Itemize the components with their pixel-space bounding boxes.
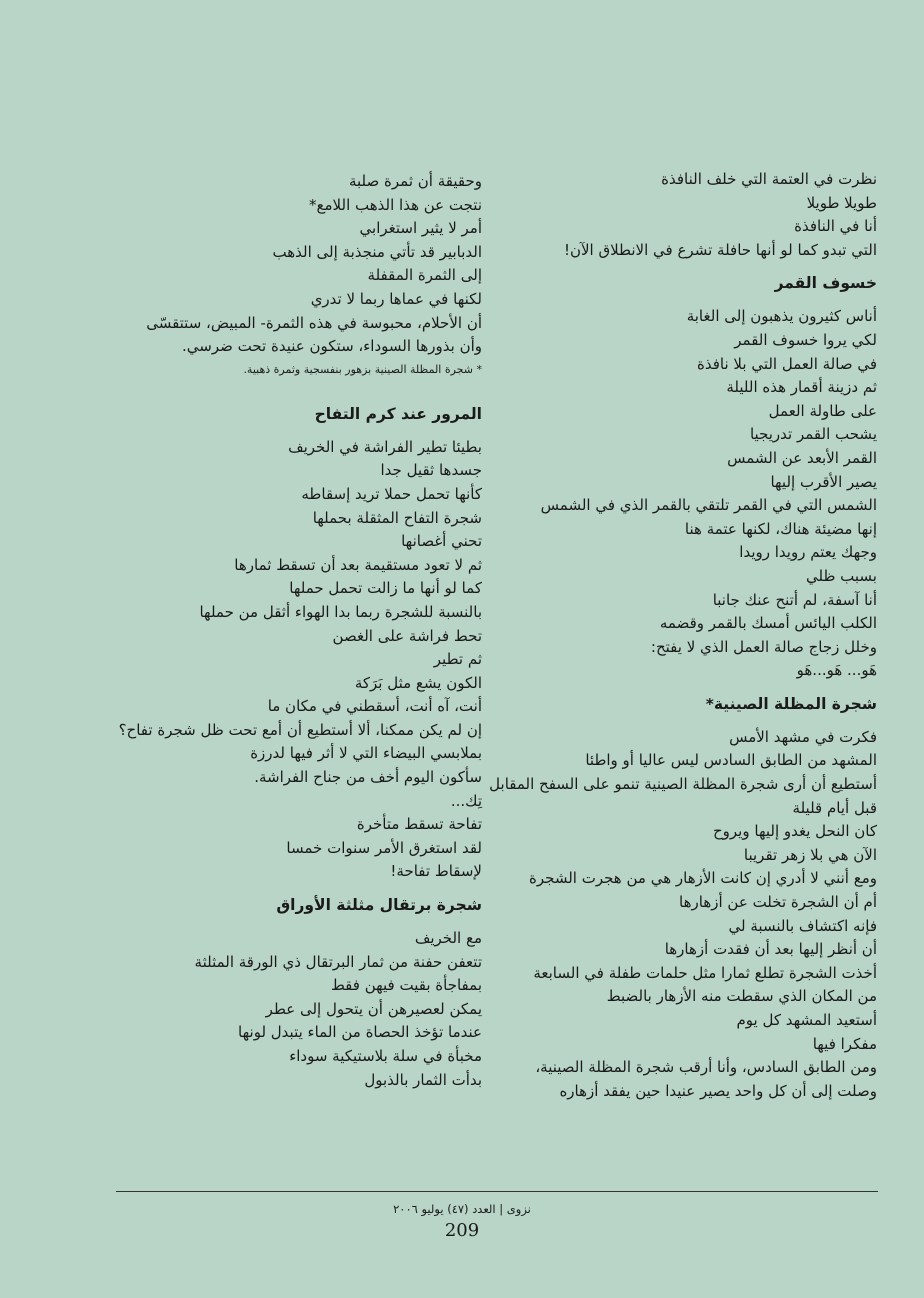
footer-rule <box>116 1191 878 1192</box>
footnote: * شجرة المظلة الصينية بزهور بنفسجية وثمرة ذهبية. <box>243 362 482 376</box>
poem-line: أستعيد المشهد كل يوم <box>736 1011 877 1029</box>
poem-line: جسدها ثقيل جدا <box>380 461 482 480</box>
poem-line: أنا آسفة، لم أتنح عنك جانبا <box>712 590 877 609</box>
poem-line: مع الخريف <box>414 929 482 948</box>
poem-line: بسبب ظلي <box>806 566 877 585</box>
poem-line: لكنها في عماها ربما لا تدري <box>310 289 482 308</box>
poem-line: تحني أغصانها <box>401 532 482 551</box>
poem-line: الشمس التي في القمر تلتقي بالقمر الذي في الشمس <box>540 496 877 515</box>
poem-line: وحقيقة أن ثمرة صلبة <box>348 172 482 190</box>
poem-line: ثم تطير <box>433 650 482 669</box>
poem-line: وأن بذورها السوداء، ستكون عنيدة تحت ضرسي. <box>182 337 482 356</box>
poem-line: تحط فراشة على الغصن <box>332 626 482 645</box>
poem-line: الكون يشع مثل بَرَكة <box>354 673 482 692</box>
poem5-title: شجرة برتقال مثلثة الأوراق <box>276 896 482 915</box>
poem-line: أخذت الشجرة تطلع ثمارا مثل حلمات طفلة في السابعة <box>533 963 877 982</box>
poem-line: كأنها تحمل حملا تريد إسقاطه <box>301 484 482 503</box>
poem1 <box>475 168 877 262</box>
issue-info: نزوى | العدد (٤٧) يوليو ٢٠٠٦ <box>393 1202 531 1216</box>
poem-line: بدأت الثمار بالذبول <box>364 1070 482 1089</box>
poem-line: أنت، آه أنت، أسقطني في مكان ما <box>267 697 482 716</box>
poem-line: لكي يروا خسوف القمر <box>734 330 877 349</box>
poem-line: الدبابير قد تأتي منجذبة إلى الذهب <box>272 242 482 261</box>
poem4 <box>84 436 482 884</box>
poem-line: نتجت عن هذا الذهب اللامع* <box>309 195 482 214</box>
poem-line: أمر لا يثير استغرابي <box>359 219 482 238</box>
poem-line: الآن هي بلا زهر تقريبا <box>743 845 877 864</box>
poem-line: لقد استغرق الأمر سنوات خمسا <box>286 838 482 857</box>
poem2-title: خسوف القمر <box>774 274 877 293</box>
poem-line: سأكون اليوم أخف من جناح الفراشة. <box>254 768 482 787</box>
poem-line: ثم لا تعود مستقيمة بعد أن تسقط ثمارها <box>234 555 482 574</box>
poem-line: ثم دزينة أقمار هذه الليلة <box>726 378 877 397</box>
poem-line: هَو... هَو...هَو <box>796 661 877 680</box>
poem-line: الكلب اليائس أمسك بالقمر وقضمه <box>659 614 877 633</box>
poem-line: ومن الطابق السادس، وأنا أرقب شجرة المظلة الصينية، <box>535 1058 877 1077</box>
poem-line: تتعفن حفنة من ثمار البرتقال ذي الورقة المثلثة <box>194 952 482 971</box>
poem3-title: شجرة المظلة الصينية* <box>705 694 877 713</box>
right-column <box>475 168 877 1103</box>
poem-line: من المكان الذي سقطت منه الأزهار بالضبط <box>606 987 877 1006</box>
poem-line: أناس كثيرون يذهبون إلى الغابة <box>686 307 877 326</box>
poem-line: مخبأة في سلة بلاستيكية سوداء <box>289 1047 482 1065</box>
poem-line: وجهك يعتم رويدا رويدا <box>739 543 877 562</box>
poem-line: وخلل زجاج صالة العمل الذي لا يفتح: <box>650 637 877 656</box>
poem-line: قبل أيام قليلة <box>792 798 877 817</box>
poem-line: بمفاجأة بقيت فيهن فقط <box>330 976 482 995</box>
left-column <box>84 170 482 1092</box>
poem-line: ومع أنني لا أدري إن كانت الأزهار هي من هجرت الشجرة <box>529 869 877 888</box>
poem-line: تِك... <box>450 791 482 810</box>
poem4-title: المرور عند كرم التفاح <box>314 404 482 423</box>
poem-line: كان النحل يغدو إليها ويروح <box>712 822 877 841</box>
poem-line: أستطيع أن أرى شجرة المظلة الصينية تنمو على السفح المقابل <box>489 775 877 794</box>
poem3 <box>475 726 877 1104</box>
poem-line: يصير الأقرب إليها <box>770 472 877 491</box>
poem-line: على طاولة العمل <box>768 401 877 420</box>
poem-line: لإسقاط تفاحة! <box>390 862 482 881</box>
poem-line: القمر الأبعد عن الشمس <box>727 448 877 467</box>
poem-line: وصلت إلى أن كل واحد يصير عنيدا حين يفقد أزهاره <box>559 1081 877 1100</box>
poem2 <box>475 305 877 683</box>
poem-line: بملابسي البيضاء التي لا أثر فيها لدرزة <box>250 744 482 763</box>
poem-line: كما لو أنها ما زالت تحمل حملها <box>289 579 482 598</box>
poem5 <box>84 927 482 1092</box>
page-number: 209 <box>444 1220 480 1241</box>
poem-line: بطيئا تطير الفراشة في الخريف <box>288 437 482 456</box>
poem-line: إنها مضيئة هناك، لكنها عتمة هنا <box>684 519 877 538</box>
poem-line: إن لم يكن ممكنا، ألا أستطيع أن أمع تحت ظل شجرة تفاح؟ <box>118 720 482 739</box>
poem-line: إلى الثمرة المقفلة <box>367 266 482 285</box>
poem-line: يشحب القمر تدريجيا <box>749 425 877 444</box>
poem-line: فكرت في مشهد الأمس <box>729 727 877 746</box>
poem-line: بالنسبة للشجرة ربما بدا الهواء أثقل من حملها <box>199 602 482 621</box>
poem-line: أنا في النافذة <box>794 217 877 236</box>
poem-line: يمكن لعصيرهن أن يتحول إلى عطر <box>265 999 482 1018</box>
page-footer <box>0 1200 924 1244</box>
poem3-continued <box>84 170 482 359</box>
poem-line: أم أن الشجرة تخلت عن أزهارها <box>679 893 877 912</box>
poem-line: التي تبدو كما لو أنها حافلة تشرع في الانطلاق الآن! <box>563 240 877 259</box>
poem-line: نظرت في العتمة التي خلف النافذة <box>661 170 877 188</box>
poem-line: أن الأحلام، محبوسة في هذه الثمرة- المبيض، ستتقسّى <box>146 313 482 332</box>
poem-line: عندما تؤخذ الحصاة من الماء يتبدل لونها <box>238 1023 482 1042</box>
poem-line: في صالة العمل التي بلا نافذة <box>697 354 877 373</box>
poem-line: مفكرا فيها <box>812 1034 877 1053</box>
poem-line: المشهد من الطابق السادس ليس عاليا أو واطئا <box>585 751 877 770</box>
poem-line: تفاحة تسقط متأخرة <box>356 815 482 834</box>
poem-line: فإنه اكتشاف بالنسبة لي <box>728 916 877 935</box>
poem-line: أن أنظر إليها بعد أن فقدت أزهارها <box>664 940 877 959</box>
poem-line: شجرة التفاح المثقلة بحملها <box>312 508 482 527</box>
poem-line: طويلا طويلا <box>806 193 877 212</box>
